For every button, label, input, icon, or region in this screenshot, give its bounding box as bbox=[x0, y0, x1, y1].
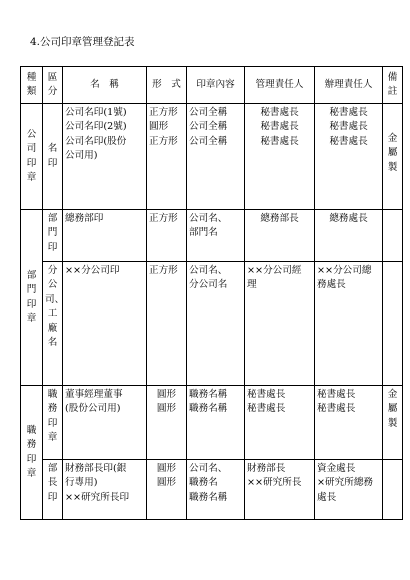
name-cell: 公司名印(1號) 公司名印(2號) 公司名印(股份 公司用) bbox=[63, 104, 147, 210]
class-cell: 部長印 bbox=[43, 460, 63, 520]
note-cell bbox=[383, 262, 403, 386]
handler-cell: 秘書處長 秘書處長 秘書處長 bbox=[315, 104, 383, 210]
table-row bbox=[21, 104, 403, 210]
name-cell: 財務部長印(銀 行專用) ××研究所長印 bbox=[63, 460, 147, 520]
header-manager: 管理責任人 bbox=[245, 67, 315, 104]
class-cell: 分公司、工廠名 bbox=[43, 262, 63, 386]
table-row bbox=[21, 210, 403, 262]
handler-cell: 總務處長 bbox=[315, 210, 383, 262]
content-cell: 公司名、 職務名 職務名稱 bbox=[187, 460, 245, 520]
header-name: 名 稱 bbox=[63, 67, 147, 104]
note-cell: 金屬製 bbox=[383, 386, 403, 460]
header-row bbox=[21, 67, 403, 104]
header-content: 印章內容 bbox=[187, 67, 245, 104]
shape-cell: 圓形 圓形 bbox=[147, 460, 187, 520]
seal-register-table bbox=[20, 66, 403, 520]
handler-cell: 資金處長 ×研究所總務 處長 bbox=[315, 460, 383, 520]
manager-cell: 秘書處長 秘書處長 bbox=[245, 386, 315, 460]
manager-cell: ××分公司經 理 bbox=[245, 262, 315, 386]
manager-cell: 總務部長 bbox=[245, 210, 315, 262]
name-cell: 董事經理董事 (股份公司用) bbox=[63, 386, 147, 460]
group-dept: 部門印章 bbox=[21, 210, 43, 386]
content-cell: 職務名稱 職務名稱 bbox=[187, 386, 245, 460]
group-position: 職務印章 bbox=[21, 386, 43, 520]
note-cell bbox=[383, 460, 403, 520]
table-row bbox=[21, 386, 403, 460]
header-kind: 種類 bbox=[21, 67, 43, 104]
table-row bbox=[21, 460, 403, 520]
table-row bbox=[21, 262, 403, 386]
handler-cell: 秘書處長 秘書處長 bbox=[315, 386, 383, 460]
header-class: 區分 bbox=[43, 67, 63, 104]
header-shape: 形 式 bbox=[147, 67, 187, 104]
group-company: 公司印章 bbox=[21, 104, 43, 210]
class-cell: 名印 bbox=[43, 104, 63, 210]
shape-cell: 正方形 bbox=[147, 210, 187, 262]
manager-cell: 秘書處長 秘書處長 秘書處長 bbox=[245, 104, 315, 210]
content-cell: 公司全稱 公司全稱 公司全稱 bbox=[187, 104, 245, 210]
shape-cell: 正方形 bbox=[147, 262, 187, 386]
handler-cell: ××分公司總 務處長 bbox=[315, 262, 383, 386]
document-title: 4.公司印章管理登記表 bbox=[30, 36, 135, 48]
content-cell: 公司名、 分公司名 bbox=[187, 262, 245, 386]
manager-cell: 財務部長 ××研究所長 bbox=[245, 460, 315, 520]
note-cell bbox=[383, 210, 403, 262]
header-handler: 辦理責任人 bbox=[315, 67, 383, 104]
shape-cell: 圓形 圓形 bbox=[147, 386, 187, 460]
name-cell: ××分公司印 bbox=[63, 262, 147, 386]
note-cell: 金屬製 bbox=[383, 104, 403, 210]
name-cell: 總務部印 bbox=[63, 210, 147, 262]
class-cell: 部門印 bbox=[43, 210, 63, 262]
class-cell: 職務印章 bbox=[43, 386, 63, 460]
content-cell: 公司名、 部門名 bbox=[187, 210, 245, 262]
header-note: 備註 bbox=[383, 67, 403, 104]
shape-cell: 正方形 圓形 正方形 bbox=[147, 104, 187, 210]
